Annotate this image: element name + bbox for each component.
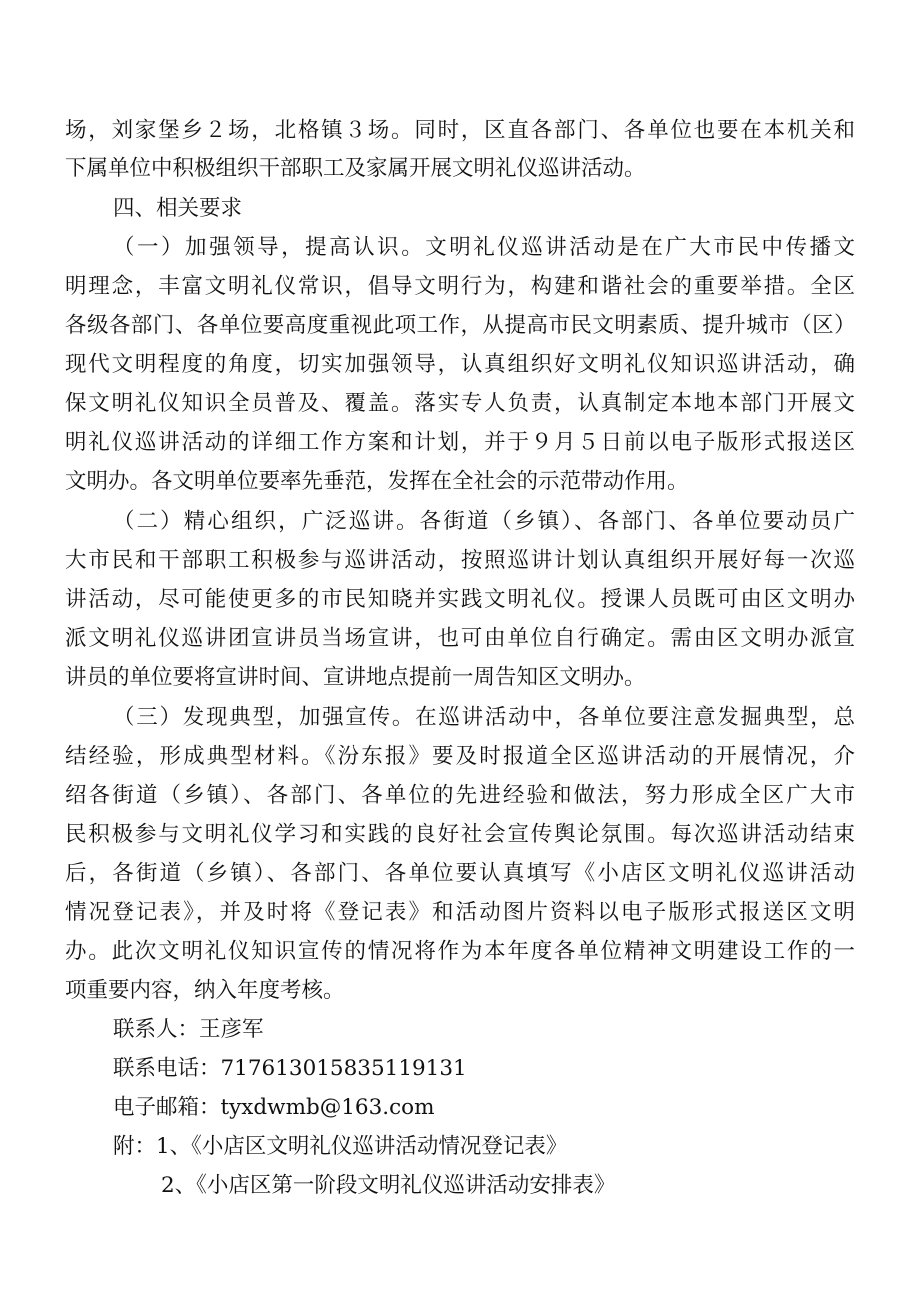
paragraph-line: 各级各部门、各单位要高度重视此项工作，从提高市民文明素质、提升城市（区） [65, 313, 855, 338]
contact-email: 电子邮箱：tyxdwmb@163.com [113, 1095, 435, 1120]
paragraph-line: 讲员的单位要将宣讲时间、宣讲地点提前一周告知区文明办。 [65, 665, 646, 690]
paragraph-line: （三）发现典型，加强宣传。在巡讲活动中，各单位要注意发掘典型，总 [113, 705, 855, 730]
paragraph-line: 明礼仪巡讲活动的详细工作方案和计划，并于９月５日前以电子版形式报送区 [65, 430, 855, 455]
paragraph-line: 明理念，丰富文明礼仪常识，倡导文明行为，构建和谐社会的重要举措。全区 [65, 274, 855, 299]
paragraph-line: 场，刘家堡乡２场，北格镇３场。同时，区直各部门、各单位也要在本机关和 [65, 118, 855, 143]
paragraph-line: （二）精心组织，广泛巡讲。各街道（乡镇）、各部门、各单位要动员广 [113, 509, 855, 534]
paragraph-line: 情况登记表》，并及时将《登记表》和活动图片资料以电子版形式报送区文明 [65, 900, 855, 925]
paragraph-line: 项重要内容，纳入年度考核。 [65, 978, 345, 1003]
paragraph-line: 大市民和干部职工积极参与巡讲活动，按照巡讲计划认真组织开展好每一次巡 [65, 548, 855, 573]
paragraph-line: 下属单位中积极组织干部职工及家属开展文明礼仪巡讲活动。 [65, 156, 646, 181]
paragraph-line: 保文明礼仪知识全员普及、覆盖。落实专人负责，认真制定本地本部门开展文 [65, 391, 855, 416]
paragraph-line: 派文明礼仪巡讲团宣讲员当场宣讲，也可由单位自行确定。需由区文明办派宣 [65, 626, 855, 651]
contact-phone: 联系电话：717613015835119131 [113, 1056, 467, 1081]
paragraph-line: 民积极参与文明礼仪学习和实践的良好社会宣传舆论氛围。每次巡讲活动结束 [65, 822, 855, 847]
paragraph-line: 办。此次文明礼仪知识宣传的情况将作为本年度各单位精神文明建设工作的一 [65, 939, 855, 964]
paragraph-line: 后，各街道（乡镇）、各部门、各单位要认真填写《小店区文明礼仪巡讲活动 [65, 861, 855, 886]
contact-person: 联系人：王彦军 [113, 1017, 264, 1042]
paragraph-line: 讲活动，尽可能使更多的市民知晓并实践文明礼仪。授课人员既可由区文明办 [65, 587, 855, 612]
paragraph-line: （一）加强领导，提高认识。文明礼仪巡讲活动是在广大市民中传播文 [113, 235, 855, 260]
attachment-item-2: 2、《小店区第一阶段文明礼仪巡讲活动安排表》 [161, 1173, 616, 1198]
paragraph-line: 现代文明程度的角度，切实加强领导，认真组织好文明礼仪知识巡讲活动，确 [65, 352, 855, 377]
paragraph-line: 结经验，形成典型材料。《汾东报》要及时报道全区巡讲活动的开展情况，介 [65, 744, 855, 769]
section-heading: 四、相关要求 [113, 196, 243, 221]
paragraph-line: 文明办。各文明单位要率先垂范，发挥在全社会的示范带动作用。 [65, 469, 689, 494]
paragraph-line: 绍各街道（乡镇）、各部门、各单位的先进经验和做法，努力形成全区广大市 [65, 783, 855, 808]
attachment-item-1: 附：1、《小店区文明礼仪巡讲活动情况登记表》 [113, 1134, 568, 1159]
